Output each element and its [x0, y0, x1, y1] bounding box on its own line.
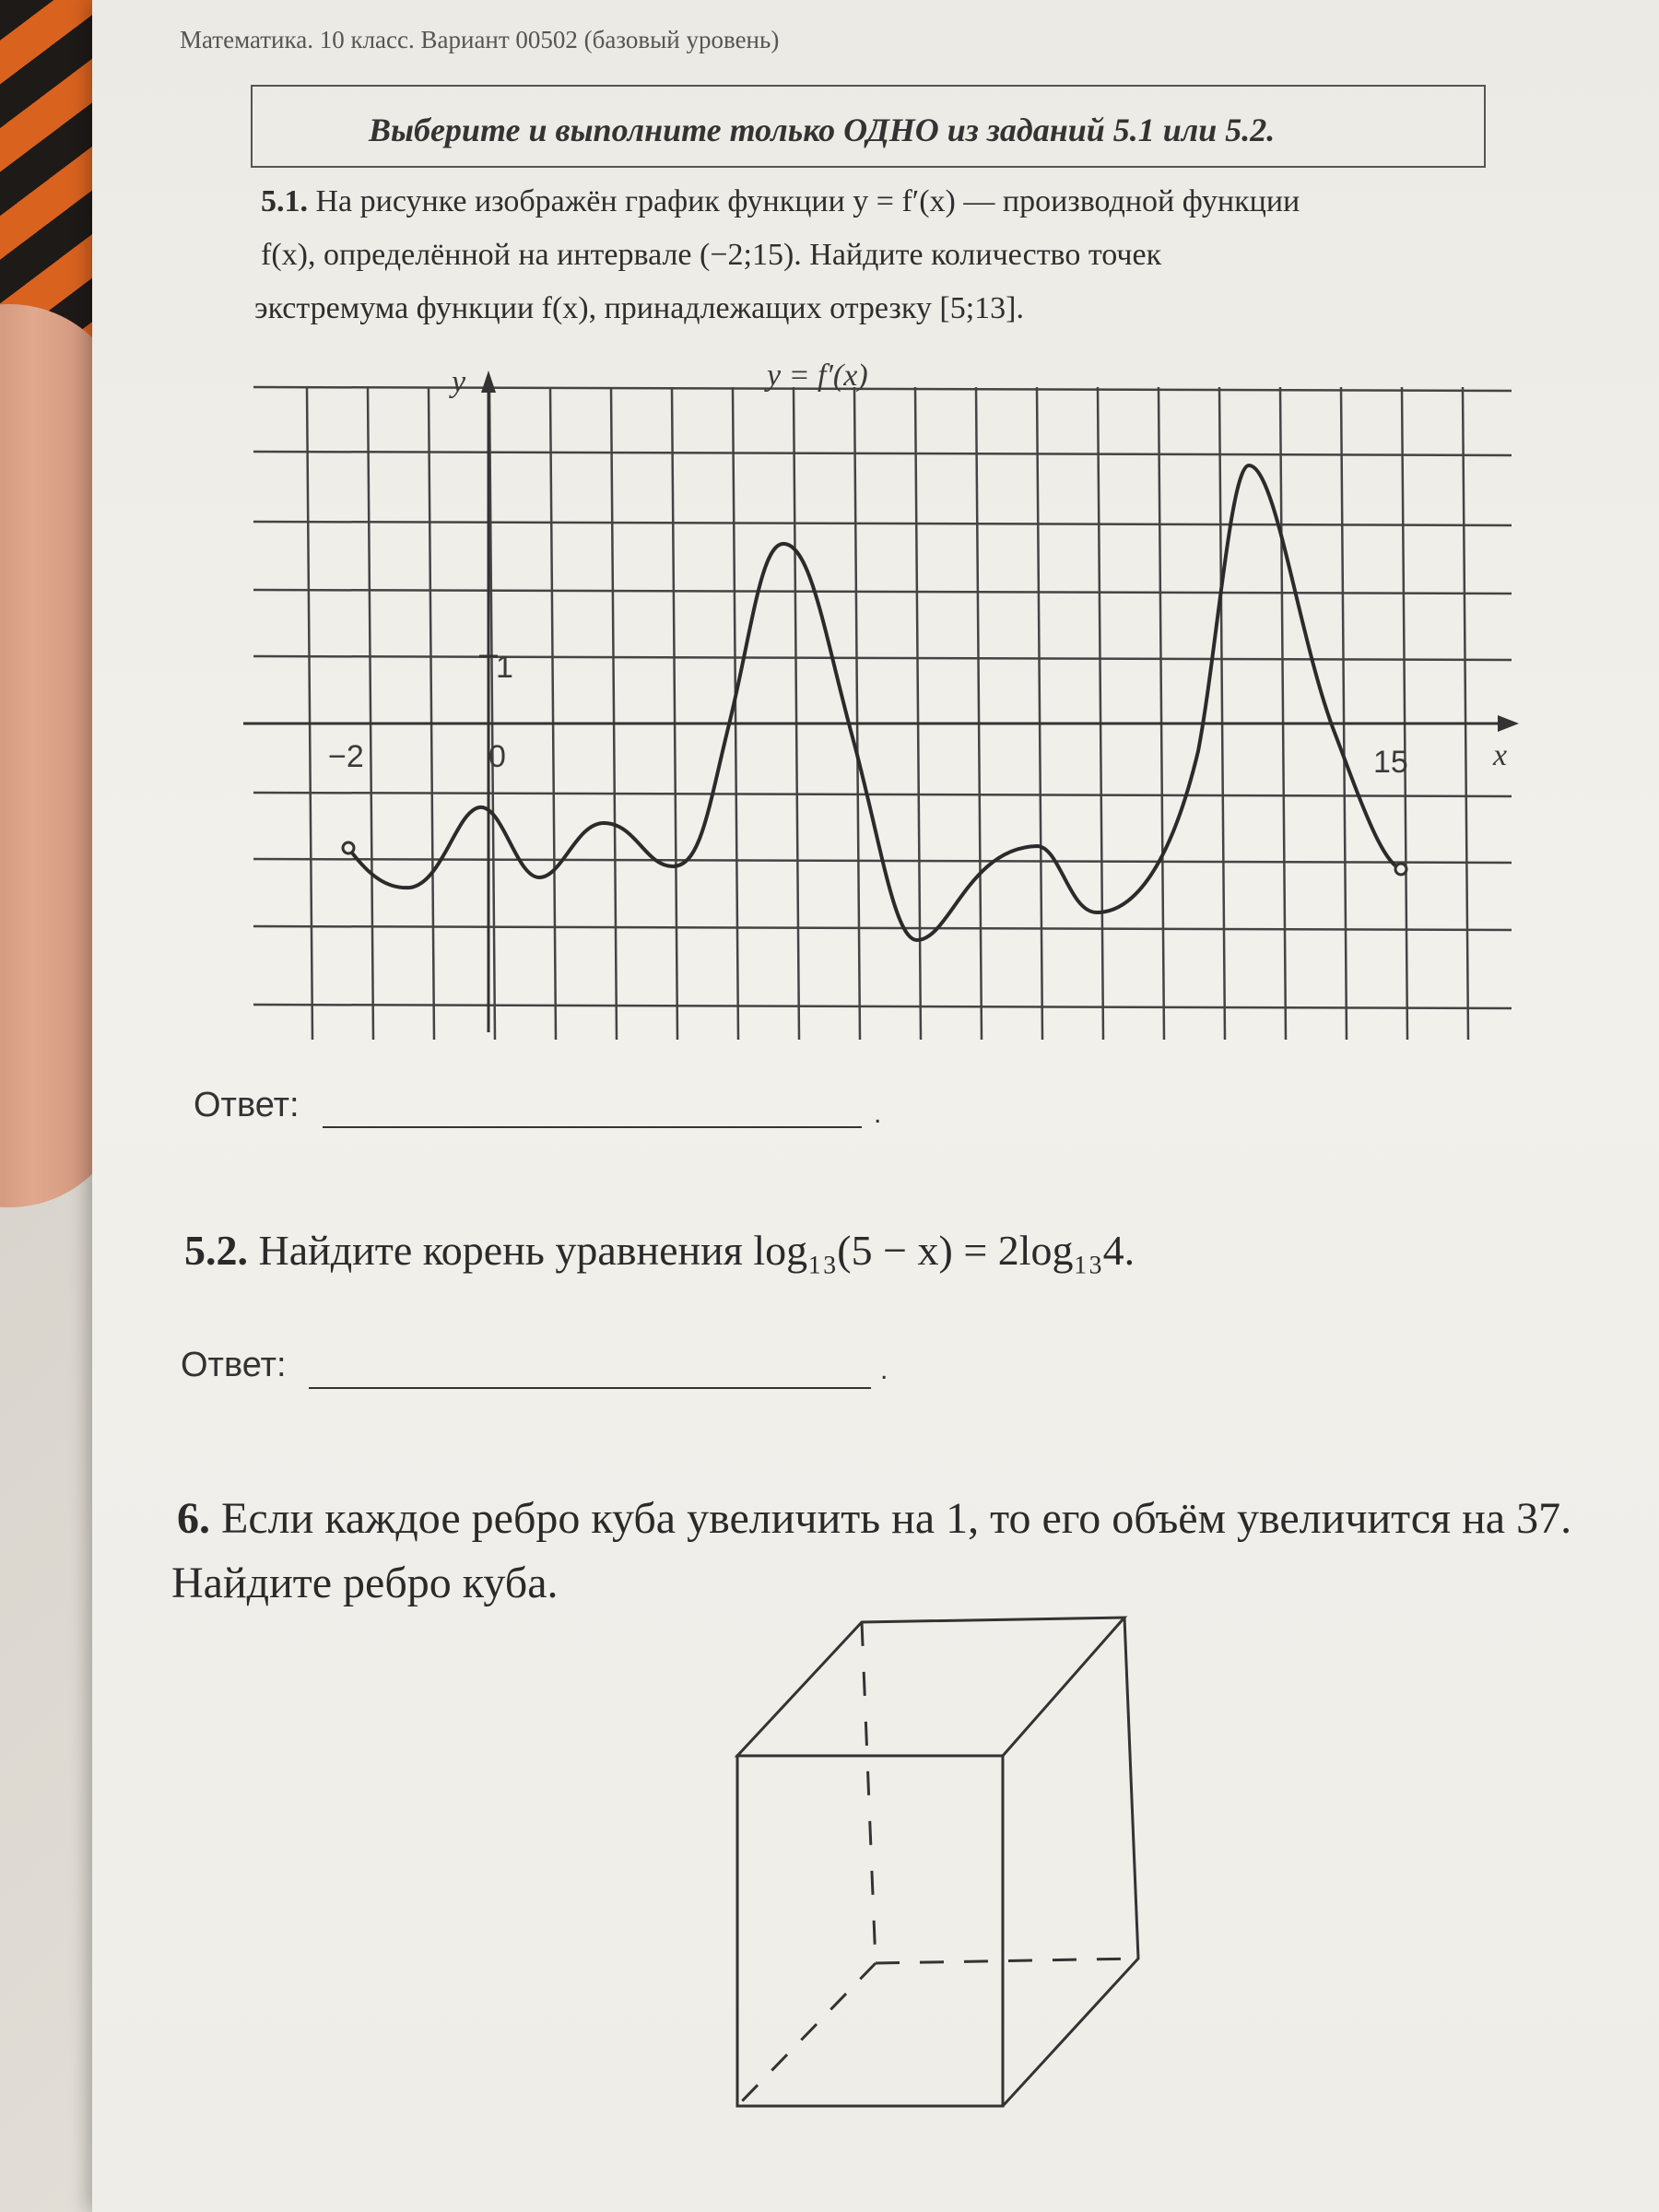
- tick-label-one: 1: [496, 650, 513, 685]
- task-5-1-number: 5.1.: [261, 184, 308, 218]
- task-5-1-line-2: f(x), определённой на интервале (−2;15). Найдите количество точек: [261, 238, 1162, 272]
- choose-task-text: Выберите и выполните только ОДНО из заданий 5.1 или 5.2.: [369, 112, 1276, 148]
- task-5-1-text-line-1: На рисунке изображён график функции y = f′(x) — производной функции: [315, 184, 1300, 218]
- y-axis-label: y: [452, 365, 466, 399]
- task-5-2-number: 5.2.: [184, 1227, 248, 1274]
- task-5-2-equation: log₁₃(5 − x) = 2log₁₃4.: [753, 1227, 1135, 1274]
- cube-hidden-horizontal-edge: [876, 1959, 1138, 1963]
- task-5-2-text: Найдите корень уравнения: [258, 1227, 743, 1274]
- tick-label-minus-two: −2: [328, 739, 364, 774]
- cube-right-edges: [1003, 1618, 1138, 2106]
- cube-hidden-depth-edge: [737, 1963, 876, 2106]
- answer-1-label: Ответ:: [194, 1086, 300, 1124]
- task-6-line-2: Найдите ребро куба.: [171, 1559, 559, 1607]
- cube-front-face: [737, 1756, 1003, 2106]
- task-6-text-line-1: Если каждое ребро куба увеличить на 1, то его объём увеличится на 37.: [221, 1494, 1572, 1543]
- cube-top-face: [737, 1618, 1124, 1756]
- header-line: Математика. 10 класс. Вариант 00502 (базовый уровень): [180, 26, 780, 53]
- answer-1-dot: .: [874, 1099, 882, 1129]
- cube-hidden-vertical-edge: [862, 1622, 876, 1963]
- tick-label-fifteen: 15: [1373, 745, 1408, 780]
- x-axis-label: x: [1493, 738, 1508, 772]
- curve-label: y = f′(x): [767, 359, 868, 393]
- answer-2-label: Ответ:: [181, 1346, 287, 1384]
- task-5-1-line-3: экстремума функции f(x), принадлежащих отрезку [5;13].: [254, 291, 1024, 325]
- task-6-number: 6.: [177, 1494, 210, 1543]
- answer-2-dot: .: [880, 1355, 888, 1385]
- tick-label-zero: 0: [488, 739, 506, 774]
